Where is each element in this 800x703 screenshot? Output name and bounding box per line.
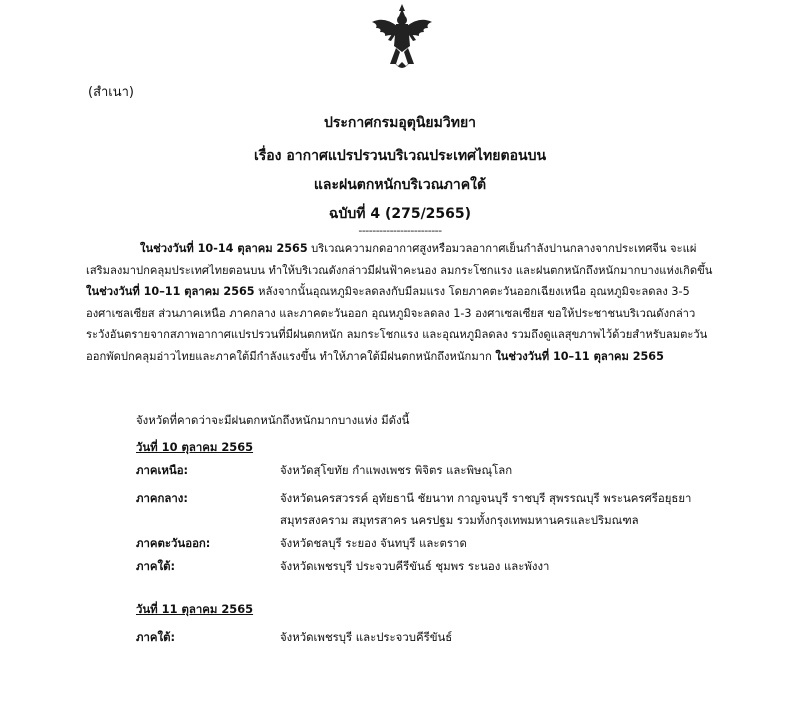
day1-central-provinces: จังหวัดนครสวรรค์ อุทัยธานี ชัยนาท กาญจนบุรี ราชบุรี สุพรรณบุรี พระนครศรีอยุธยา สมุทรสงคราม สมุทรสาคร นครปฐม รวมทั้งกรุงเทพมหานครและปริมณฑล [280, 491, 692, 527]
announcement-body [86, 238, 714, 367]
body-part-2: หลังจากนั้นอุณหภูมิจะลดลงกับมีลมแรง โดยภาคตะวันออกเฉียงเหนือ อุณหภูมิจะลดลง 3-5 องศาเซลเซียส ส่วนภาคเหนือ ภาคกลาง และภาคตะวันออก อุณหภูมิจะลดลง 1-3 องศาเซลเซียส ขอให้ประชาชนบริเวณดังกล่าวระวังอันตรายจากสภาพอากาศแปรปรวนที่มีฝนตกหนัก ลมกระโชกแรง และอุณหภูมิลดลง รวมถึงดูแลสุขภาพไว้ด้วยสำหรับลมตะวันออกพัดปกคลุมอ่าวไทยและภาคใต้มีกำลังแรงขึ้น ทำให้ภาคใต้มีฝนตกหนักถึงหนักมาก [86, 285, 708, 363]
day1-east-provinces: จังหวัดชลบุรี ระยอง จันทบุรี และตราด [280, 536, 467, 550]
body-mid-date: ในช่วงวันที่ 10–11 ตุลาคม 2565 [86, 285, 255, 298]
header-divider: ------------------------ [358, 224, 442, 237]
issue-number: ฉบับที่ 4 (275/2565) [328, 206, 472, 222]
body-end-date: ในช่วงวันที่ 10–11 ตุลาคม 2565 [495, 349, 664, 363]
announcement-subject: เรื่อง อากาศแปรปรวนบริเวณประเทศไทยตอนบน [253, 148, 547, 164]
day2-date: วันที่ 11 ตุลาคม 2565 [136, 602, 254, 616]
day1-north-provinces: จังหวัดสุโขทัย กำแพงเพชร พิจิตร และพิษณุโลก [280, 463, 513, 477]
garuda-emblem-icon [366, 2, 438, 74]
announcement-title: ประกาศกรมอุตุนิยมวิทยา [323, 115, 477, 131]
day2-south-label: ภาคใต้: [136, 630, 176, 644]
day1-east-label: ภาคตะวันออก: [136, 536, 211, 550]
body-lead-date: ในช่วงวันที่ 10-14 ตุลาคม 2565 [140, 242, 308, 255]
day1-south-label: ภาคใต้: [136, 559, 176, 573]
announcement-subject-continued: และฝนตกหนักบริเวณภาคใต้ [313, 177, 487, 193]
provinces-intro: จังหวัดที่คาดว่าจะมีฝนตกหนักถึงหนักมากบางแห่ง มีดังนี้ [136, 413, 410, 427]
day1-north-label: ภาคเหนือ: [136, 463, 189, 477]
copy-label: (สำเนา) [88, 85, 135, 100]
day1-central-label: ภาคกลาง: [136, 491, 188, 505]
body-part-1: บริเวณความกดอากาศสูงหรือมวลอากาศเย็นกำลังปานกลางจากประเทศจีน จะแผ่เสริมลงมาปกคลุมประเทศไทยตอนบน ทำให้บริเวณดังกล่าวมีฝนฟ้าคะนอง ลมกระโชกแรง และฝนตกหนักถึงหนักมากบางแห่งเกิดขึ้น [86, 242, 713, 277]
day1-date: วันที่ 10 ตุลาคม 2565 [136, 440, 254, 454]
day1-south-provinces: จังหวัดเพชรบุรี ประจวบคีรีขันธ์ ชุมพร ระนอง และพังงา [280, 559, 550, 573]
day2-south-provinces: จังหวัดเพชรบุรี และประจวบคีรีขันธ์ [280, 630, 453, 644]
